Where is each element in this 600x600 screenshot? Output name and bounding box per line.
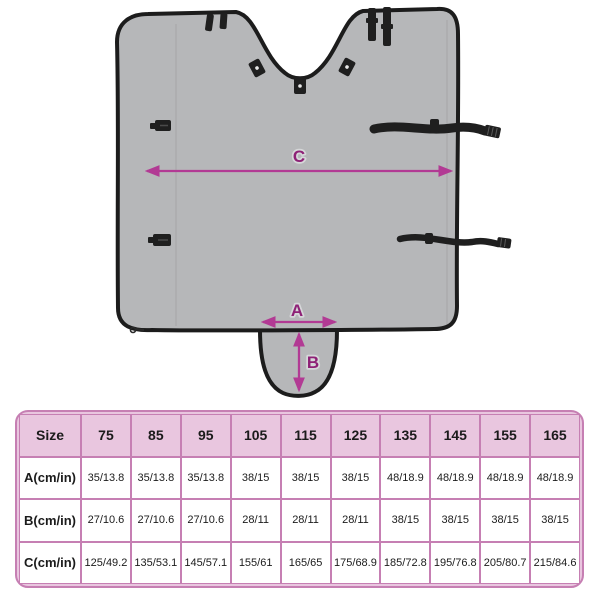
size-table-value: 215/84.6 [530, 542, 580, 585]
size-table-value: 27/10.6 [81, 499, 131, 542]
size-table-value: 28/11 [281, 499, 331, 542]
size-table-value: 27/10.6 [131, 499, 181, 542]
size-table-value: 38/15 [231, 457, 281, 500]
size-table-value: 175/68.9 [331, 542, 381, 585]
size-table-value: 48/18.9 [530, 457, 580, 500]
size-table-value: 185/72.8 [380, 542, 430, 585]
size-table-value: 38/15 [430, 499, 480, 542]
dimension-label-b: B [306, 353, 320, 372]
size-table-value: 205/80.7 [480, 542, 530, 585]
size-table-value: 28/11 [231, 499, 281, 542]
size-table-value: 35/13.8 [131, 457, 181, 500]
size-table-col-header: 135 [380, 414, 430, 457]
size-table-value: 35/13.8 [181, 457, 231, 500]
size-table-grid [19, 414, 580, 584]
size-table-value: 165/65 [281, 542, 331, 585]
dimension-label-c: C [292, 147, 306, 166]
size-table-col-header: 125 [331, 414, 381, 457]
size-table-value: 38/15 [480, 499, 530, 542]
size-table [15, 410, 584, 588]
size-table-col-header: 145 [430, 414, 480, 457]
size-table-col-header: 165 [530, 414, 580, 457]
size-table-value: 38/15 [331, 457, 381, 500]
cover-body [117, 9, 458, 330]
size-table-row-label: A(cm/in) [19, 457, 81, 500]
size-table-value: 38/15 [380, 499, 430, 542]
size-table-col-header: 105 [231, 414, 281, 457]
size-table-value: 38/15 [530, 499, 580, 542]
size-table-value: 48/18.9 [430, 457, 480, 500]
size-table-col-header: 115 [281, 414, 331, 457]
size-table-value: 155/61 [231, 542, 281, 585]
size-table-value: 125/49.2 [81, 542, 131, 585]
size-table-value: 195/76.8 [430, 542, 480, 585]
size-table-value: 27/10.6 [181, 499, 231, 542]
size-table-value: 48/18.9 [380, 457, 430, 500]
size-table-value: 28/11 [331, 499, 381, 542]
size-table-row-label: C(cm/in) [19, 542, 81, 585]
size-table-value: 135/53.1 [131, 542, 181, 585]
size-table-row-label: B(cm/in) [19, 499, 81, 542]
dimension-label-a: A [290, 301, 304, 320]
size-table-col-header: 85 [131, 414, 181, 457]
size-table-value: 145/57.1 [181, 542, 231, 585]
size-table-value: 48/18.9 [480, 457, 530, 500]
size-table-col-header: 95 [181, 414, 231, 457]
size-table-col-header: 155 [480, 414, 530, 457]
size-table-value: 38/15 [281, 457, 331, 500]
size-table-value: 35/13.8 [81, 457, 131, 500]
size-table-corner-header: Size [19, 414, 81, 457]
size-table-col-header: 75 [81, 414, 131, 457]
